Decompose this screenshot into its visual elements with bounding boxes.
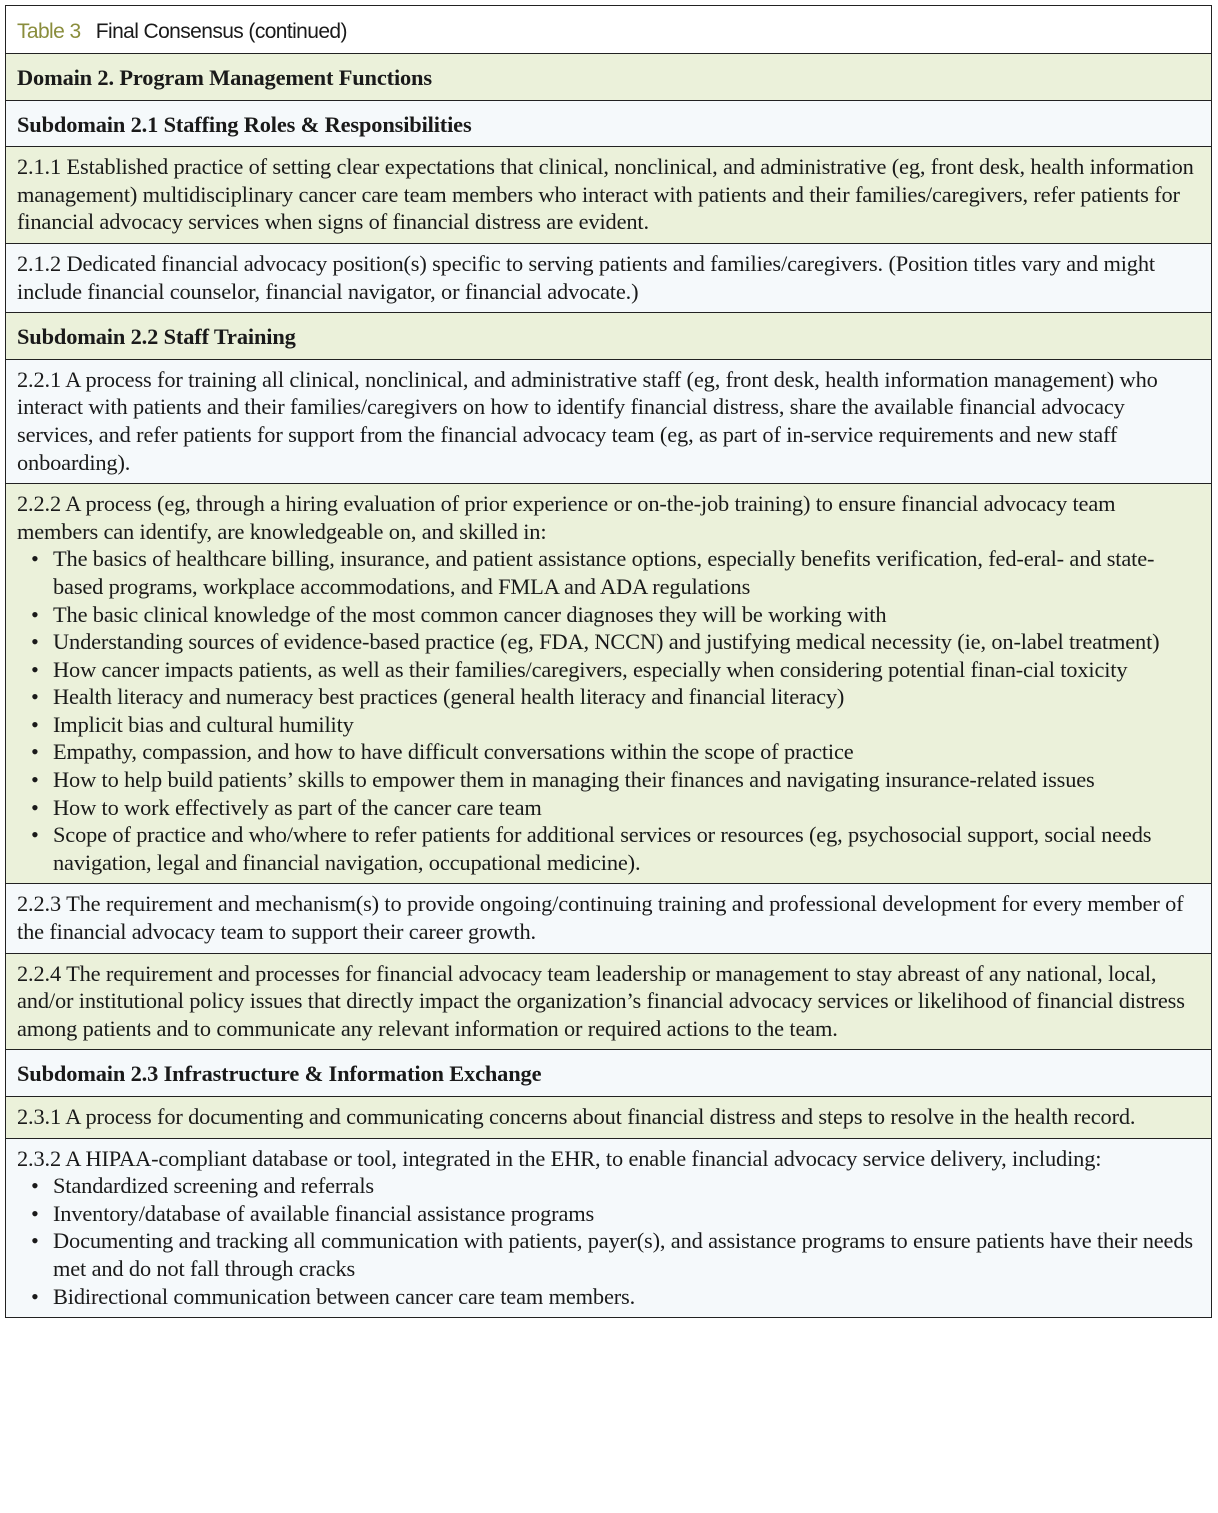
row-intro-text: 2.3.2 A HIPAA-compliant database or tool, integrated in the EHR, to enable financial advocacy service delivery, including:: [17, 1145, 1102, 1171]
table-row: [6, 484, 1211, 884]
bullet-item: • Inventory/database of available financial assistance programs: [31, 1200, 1200, 1228]
bullet-item: • Health literacy and numeracy best practices (general health literacy and financial literacy): [31, 683, 1200, 711]
table-title: Final Consensus (continued): [95, 20, 347, 43]
table-row: 2.3.1 A process for documenting and communicating concerns about financial distress and steps to resolve in the health record.: [6, 1097, 1211, 1139]
bullet-item: • The basics of healthcare billing, insurance, and patient assistance options, especially benefits verification, fed-eral- and state-based programs, workplace accommodations, and FMLA and ADA regulations: [31, 545, 1200, 600]
table-row: 2.2.1 A process for training all clinical, nonclinical, and administrative staff (eg, front desk, health information management) who interact with patients and their families/caregivers on how to identify financial distress, share the available financial advocacy services, and refer patients for support from the financial advocacy team (eg, as part of in-service requirements and new staff onboarding).: [6, 360, 1211, 484]
bullet-item: • Implicit bias and cultural humility: [31, 711, 1200, 739]
row-intro-text: 2.2.2 A process (eg, through a hiring evaluation of prior experience or on-the-job training) to ensure financial advocacy team members can identify, are knowledgeable on, and skilled in:: [17, 491, 1116, 544]
table-row: 2.1.2 Dedicated financial advocacy position(s) specific to serving patients and families/caregivers. (Position titles vary and might include financial counselor, financial navigator, or financial advocate.): [6, 244, 1211, 313]
bullet-list: [17, 1172, 1200, 1310]
bullet-item: • How to help build patients’ skills to empower them in managing their finances and navigating insurance-related issues: [31, 766, 1200, 794]
table-row: 2.1.1 Established practice of setting clear expectations that clinical, nonclinical, and administrative (eg, front desk, health information management) multidisciplinary cancer care team members who interact with patients and their families/caregivers, refer patients for financial advocacy services when signs of financial distress are evident.: [6, 147, 1211, 244]
bullet-item: • How to work effectively as part of the cancer care team: [31, 794, 1200, 822]
subdomain-heading: Subdomain 2.1 Staffing Roles & Responsibilities: [6, 101, 1211, 148]
consensus-table: [5, 5, 1212, 1318]
bullet-list: [17, 545, 1200, 876]
bullet-item: • Empathy, compassion, and how to have difficult conversations within the scope of practice: [31, 738, 1200, 766]
table-number-label: Table 3: [17, 20, 81, 43]
bullet-item: • Bidirectional communication between cancer care team members.: [31, 1283, 1200, 1311]
table-title-row: [6, 6, 1211, 54]
bullet-item: • Documenting and tracking all communication with patients, payer(s), and assistance programs to ensure patients have their needs met and do not fall through cracks: [31, 1227, 1200, 1282]
bullet-item: • Understanding sources of evidence-based practice (eg, FDA, NCCN) and justifying medical necessity (ie, on-label treatment): [31, 628, 1200, 656]
domain-heading: Domain 2. Program Management Functions: [6, 54, 1211, 101]
table-row: [6, 1139, 1211, 1318]
table-row: 2.2.3 The requirement and mechanism(s) to provide ongoing/continuing training and professional development for every member of the financial advocacy team to support their career growth.: [6, 884, 1211, 953]
subdomain-heading: Subdomain 2.3 Infrastructure & Information Exchange: [6, 1050, 1211, 1097]
bullet-item: • Standardized screening and referrals: [31, 1172, 1200, 1200]
bullet-item: • Scope of practice and who/where to refer patients for additional services or resources (eg, psychosocial support, social needs navigation, legal and financial navigation, occupational medicine).: [31, 821, 1200, 876]
bullet-item: • The basic clinical knowledge of the most common cancer diagnoses they will be working with: [31, 601, 1200, 629]
subdomain-heading: Subdomain 2.2 Staff Training: [6, 313, 1211, 360]
table-row: 2.2.4 The requirement and processes for financial advocacy team leadership or management to stay abreast of any national, local, and/or institutional policy issues that directly impact the organization’s financial advocacy services or likelihood of financial distress among patients and to communicate any relevant information or required actions to the team.: [6, 954, 1211, 1051]
bullet-item: • How cancer impacts patients, as well as their families/caregivers, especially when considering potential finan-cial toxicity: [31, 656, 1200, 684]
